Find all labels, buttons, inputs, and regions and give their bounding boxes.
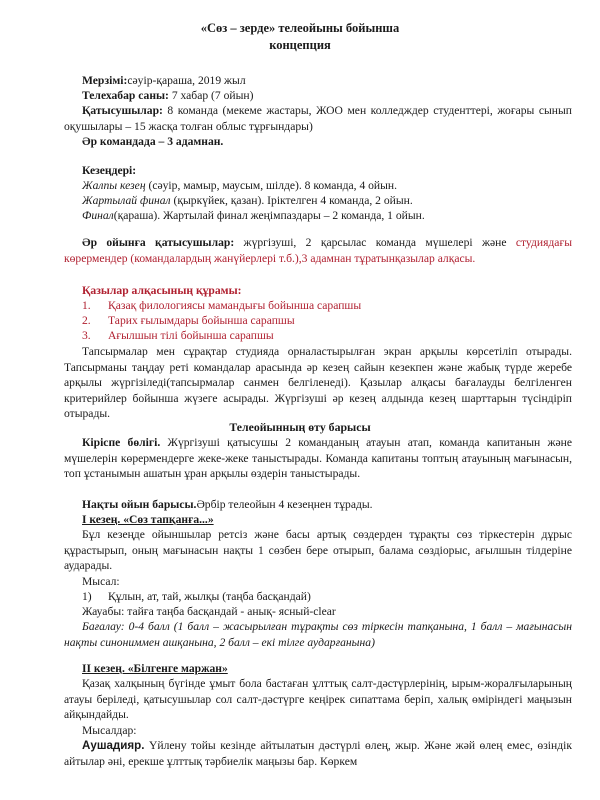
team-size-line: Әр командада – 3 адамнан. — [82, 135, 224, 148]
stage-item: Жартылай финал (қыркүйек, қазан). Іріктелген 4 команда, 2 ойын. — [82, 194, 413, 207]
answer-line: Жауабы: тайға таңба басқандай - анық- ясный-clear — [82, 605, 336, 618]
stage2-paragraph: Қазақ халқының бүгінде ұмыт бола бастаған ұлттық салт-дәстүрлерінің, ырым-жоралғыларының атауы беріледі, қатысушылар сол салт-дәстүрге кеңірек сипаттама беріп, халық өміріндегі маңызын айқындайды. — [64, 677, 572, 722]
jury-item: 1. Қазақ филологиясы мамандығы бойынша сарапшы — [82, 299, 362, 312]
tasks-paragraph: Тапсырмалар мен сұрақтар студияда орналастырылған экран арқылы көрсетіліп отырады. Тапсырманы таңдау реті командалар арасында әр кезең сайын кезекпен және жабық түрде жеребе арқылы жүргізіледі(тапсырмалар санмен белгіленеді). Қазылар алқасы бағалауды белгіленген критерийлер бойынша жүзеге асырады. Жүргізуші әр кезең алдында кезең шарттарын түсіндіріп отырады. — [64, 345, 572, 421]
stage-item: Жалпы кезең (сәуір, мамыр, маусым, шілде). 8 команда, 4 ойын. — [82, 179, 398, 192]
stage2-heading: ІІ кезең. «Білгенге маржан» — [82, 662, 228, 675]
jury-item: 3. Ағылшын тілі бойынша сарапшы — [82, 329, 274, 342]
game-process-line: Нақты ойын барысы.Әрбір телеойын 4 кезеңнен тұрады. — [82, 498, 373, 511]
stages-label: Кезеңдері: — [82, 164, 137, 177]
participants-paragraph: Қатысушылар: 8 команда (мекеме жастары, ЖОО мен колледждер студенттері, жоғары сынып оқушылары – 15 жасқа толған облыс тұрғындары) — [64, 104, 572, 133]
progress-heading: Телеойынның өту барысы — [229, 420, 371, 434]
jury-item: 2. Тарих ғылымдары бойынша сарапшы — [82, 314, 295, 327]
aushadiyar-paragraph: Аушадияр. Үйлену тойы кезінде айтылатын дәстүрлі өлең, жыр. Және жәй өлең емес, өзіндік айтылар әні, ерекше ұлттық тәрбиелік маңызы бар. Көркем — [64, 739, 572, 768]
stage1-paragraph: Бұл кезеңде ойыншылар ретсіз және басы артық сөздерден тұрақты сөз тіркестерін дұрыс құрастырып, оның мағынасын нақты 1 сөзбен бере отырып, балама сөздіорыс, ағылшын тілдеріне аударады. — [64, 528, 572, 573]
stage1-heading: І кезең. «Сөз тапқанға...» — [82, 513, 214, 526]
jury-label: Қазылар алқасының құрамы: — [82, 284, 242, 297]
grading-paragraph: Бағалау: 0-4 балл (1 балл – жасырылған тұрақты сөз тіркесін тапқанына, 1 балл – мағынасын нақты синониммен ашқанына, 2 балл – екі тілге аударғанына) — [64, 620, 572, 649]
example-item: 1) Құлын, ат, тай, жылқы (таңба басқандай) — [82, 590, 311, 603]
examples-label: Мысалдар: — [82, 724, 137, 737]
document-title: «Сөз – зерде» телеойыны бойынша концепция — [200, 21, 400, 52]
term-line: Мерзімі:сәуір-қараша, 2019 жыл — [82, 74, 246, 87]
broadcasts-line: Телехабар саны: 7 хабар (7 ойын) — [82, 89, 254, 102]
example-label: Мысал: — [82, 575, 120, 588]
intro-paragraph: Кіріспе бөлігі. Жүргізуші қатысушы 2 команданың атауын атап, команда капитанын және мүшелерін көрермендерге жеке-жеке таныстырады. Команда капитаны топтың атауының мағынасын, топ ұстанымын ашатын ұран арқылы өздерін таныстырады. — [64, 436, 572, 481]
stage-item: Финал(қараша). Жартылай финал жеңімпаздары – 2 команда, 1 ойын. — [82, 209, 425, 222]
game-participants-paragraph: Әр ойынға қатысушылар: жүргізуші, 2 қарсылас команда мүшелері және студиядағы көрермендер (командалардың жанүйерлері т.б.),3 адамнан тұратынқазылар алқасы. — [64, 236, 572, 265]
